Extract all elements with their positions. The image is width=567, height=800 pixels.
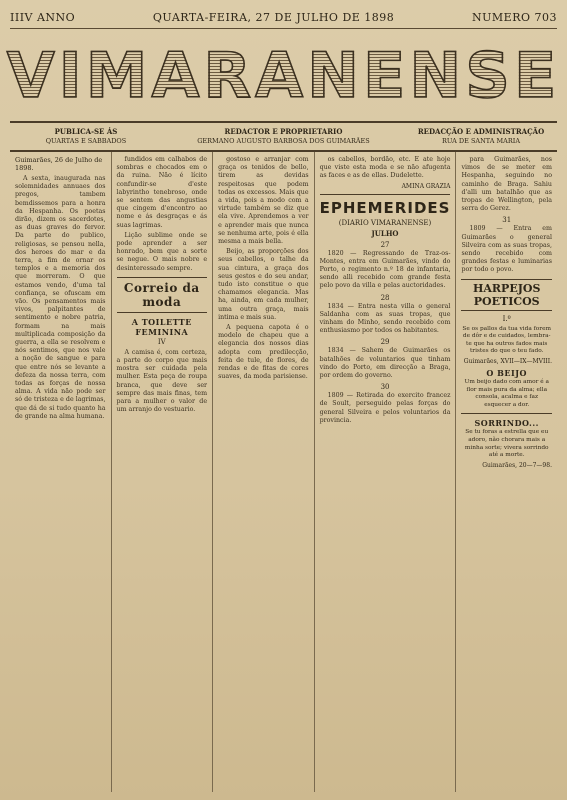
newspaper-title: VIMARANENSE <box>6 38 561 112</box>
article-text: A sexta, inaugurada nas solemnidades annuaes dos pregos, tambem bemdissemos para a honra da Hespanha. Os poetas dirão, dizem os sacerdotes, as duas graves do fervor. Da parte do publico, religiosas, se pensou nella, dos heroes do mar e da terra, a fim de ornar os templos e a memoria dos que morreram. O que estamos vendo, d'uma tal confiança, se ofuscam em vão. Os pensamentos mais vivos, palpitantes de sentimento e nobre patria, formam na mais multiplicada composição da guerra, a ella se resolvem e nós sentimos, que nos vale a noção de sangue e para que entre nós se levante a defeza da nossa terra, com todas as forças de nossa alma. A vida não pode ser só de tristeza e de lagrimas, que dá de si tudo quanto ha de grande na alma humana. <box>15 175 106 420</box>
publication-days: PUBLICA-SE ÁS QUARTAS E SABBADOS <box>45 127 127 145</box>
masthead <box>6 29 561 123</box>
article-text: para Guimarães, nos vimos de se meter em Hespanha, seguindo no caminho de Braga. Sahiu d'alli um batalhão que as tropas de Wellington, pela serra do Gerez. <box>461 156 552 213</box>
column-4 <box>315 152 457 792</box>
entry-text: 1809 — Entra em Guimarães o general Silveira com as suas tropas, sendo recebido com grandes festas e luminarias por todo o povo. <box>461 225 552 274</box>
ephemerides-subtitle: (DIARIO VIMARANENSE) <box>338 218 432 227</box>
section-number: IV <box>157 337 166 346</box>
editor-info: REDACTOR E PROPRIETARIO GERMANO AUGUSTO BARBOSA DOS GUIMARÃES <box>197 127 370 145</box>
month-label: JULHO <box>371 228 399 238</box>
column-1 <box>10 152 112 792</box>
section-title: Correio da moda <box>117 277 208 313</box>
poem-number: I.º <box>502 314 511 323</box>
entry-text: 1820 — Regressando de Traz-os-Montes, entra em Guimarães, vindo do Porto, o regimento n.º 18 de infantaria, sendo alli recebido com grande festa pelo povo da villa e pelas auctoridades. <box>319 249 451 290</box>
top-line <box>10 6 557 29</box>
column-5 <box>456 152 557 792</box>
article-text: os cabellos, bordão, etc. E ate hoje que viste esta moda e se não afugenta as faces e as de ellas. Dudelette. <box>319 156 451 180</box>
article-text: fundidos em calhabos de sombras e chocados em o da ruina. Não é lícito confundir-se d'este labyrintho tenebroso, onde se sentem das angustias que cingem d'encontro ao nome e ás desgraças e ás suas lagrimas. <box>116 156 208 229</box>
signature: AMINA GRAZIA <box>401 182 451 190</box>
poem2-text: Um beijo dado com amor é a flor mais pura da alma; ella consola, acalma e faz esquecer a dor. <box>464 379 549 408</box>
entry-number: 30 <box>380 383 390 392</box>
poem3-signature: Guimarães, 20—7—98. <box>482 461 552 469</box>
divider <box>461 413 552 414</box>
administration-info: REDACÇÃO E ADMINISTRAÇÃO RUA DE SANTA MARIA <box>417 127 545 145</box>
columns <box>10 152 557 792</box>
article-text: gostoso e arranjar com graça os tenidos de bello, tirem as devidas respeitosas que podem todas os excessos. Mais que a vida, pois a modo com a virtude também se diz que ela vive. Aprendemos a ver e aprender mais que nunca se nenhuma arte, pois é ella mesma a mais bella. Beijo, as proporções dos seus cabellos, o talhe da sua cintura, a graça dos seus gestos e do seu andar, tudo isto constitue o que chamamos elegancia. Mas ha, ainda, em cada mulher, uma outra graça, mais intima e mais sua. A pequena capota é o modelo de chapeu que a elegancia dos nossos dias adopta com predilecção, feita de tule, de flores, de rendas e de fitas de cores suaves, da moda parisiense. <box>218 156 309 381</box>
entry-number: 29 <box>380 338 390 347</box>
entry-text: 1809 — Retirada do exercito francez de Soult, perseguido pelas forças do general Silveira e pelos voluntarios da provincia. <box>319 392 451 424</box>
year-label: IIIV ANNO <box>10 10 76 24</box>
poem3-title: SORRINDO... <box>474 418 539 429</box>
column-3 <box>213 152 315 792</box>
info-bar <box>10 123 557 152</box>
poem3-text: Se tu foras a estrella que eu adoro, não chorara mais a minha sorte; vivera sorrindo até a morte. <box>464 429 549 459</box>
entry-number: 27 <box>380 240 390 249</box>
issue-number: NUMERO 703 <box>472 10 557 24</box>
poems-title: HARPEJOS POETICOS <box>461 279 552 311</box>
entry-text: 1834 — Sahem de Guimarães os batalhões de voluntarios que tinham vindo do Porto, em direcção a Braga, por ordem do governo. <box>319 347 451 380</box>
date-label: QUARTA-FEIRA, 27 DE JULHO DE 1898 <box>152 10 395 24</box>
entry-number: 28 <box>380 293 390 302</box>
ephemerides-title: EPHEMERIDES <box>319 198 451 217</box>
entry-text: 1834 — Entra nesta villa o general Saldanha com as suas tropas, que vinham do Minho, sendo recebido com enthusiasmo por todos os habitantes. <box>319 302 451 335</box>
section-subtitle: A TOILETTE FEMININA <box>131 316 192 337</box>
divider <box>320 194 451 195</box>
poem2-title: O BEIJO <box>486 368 528 379</box>
article-text: Lição sublime onde se pode aprender a ser honrado, bem que a sorte se negue. O mais nobre e desinteressado sempre. <box>116 231 208 272</box>
poem-text: Se os pallos da tua vida forem de dôr e de cuidados, lembra-te que ha outros fados mais tristes do que o teu fado. <box>462 325 551 355</box>
article-text: A camisa é, com certeza, a parte do corpo que mais mostra ser cuidada pela mulher. Esta peça de roupa branca, que deve ser sempre das mais finas, tem para a mulher o valor de um arranjo do vestuario. <box>116 348 208 414</box>
dateline: Guimarães, 26 de Julho de 1898. <box>15 156 103 172</box>
poem-signature: Guimarães, XVII—IX—MVIII. <box>463 358 552 366</box>
column-2 <box>112 152 214 792</box>
entry-number: 31 <box>502 216 512 225</box>
